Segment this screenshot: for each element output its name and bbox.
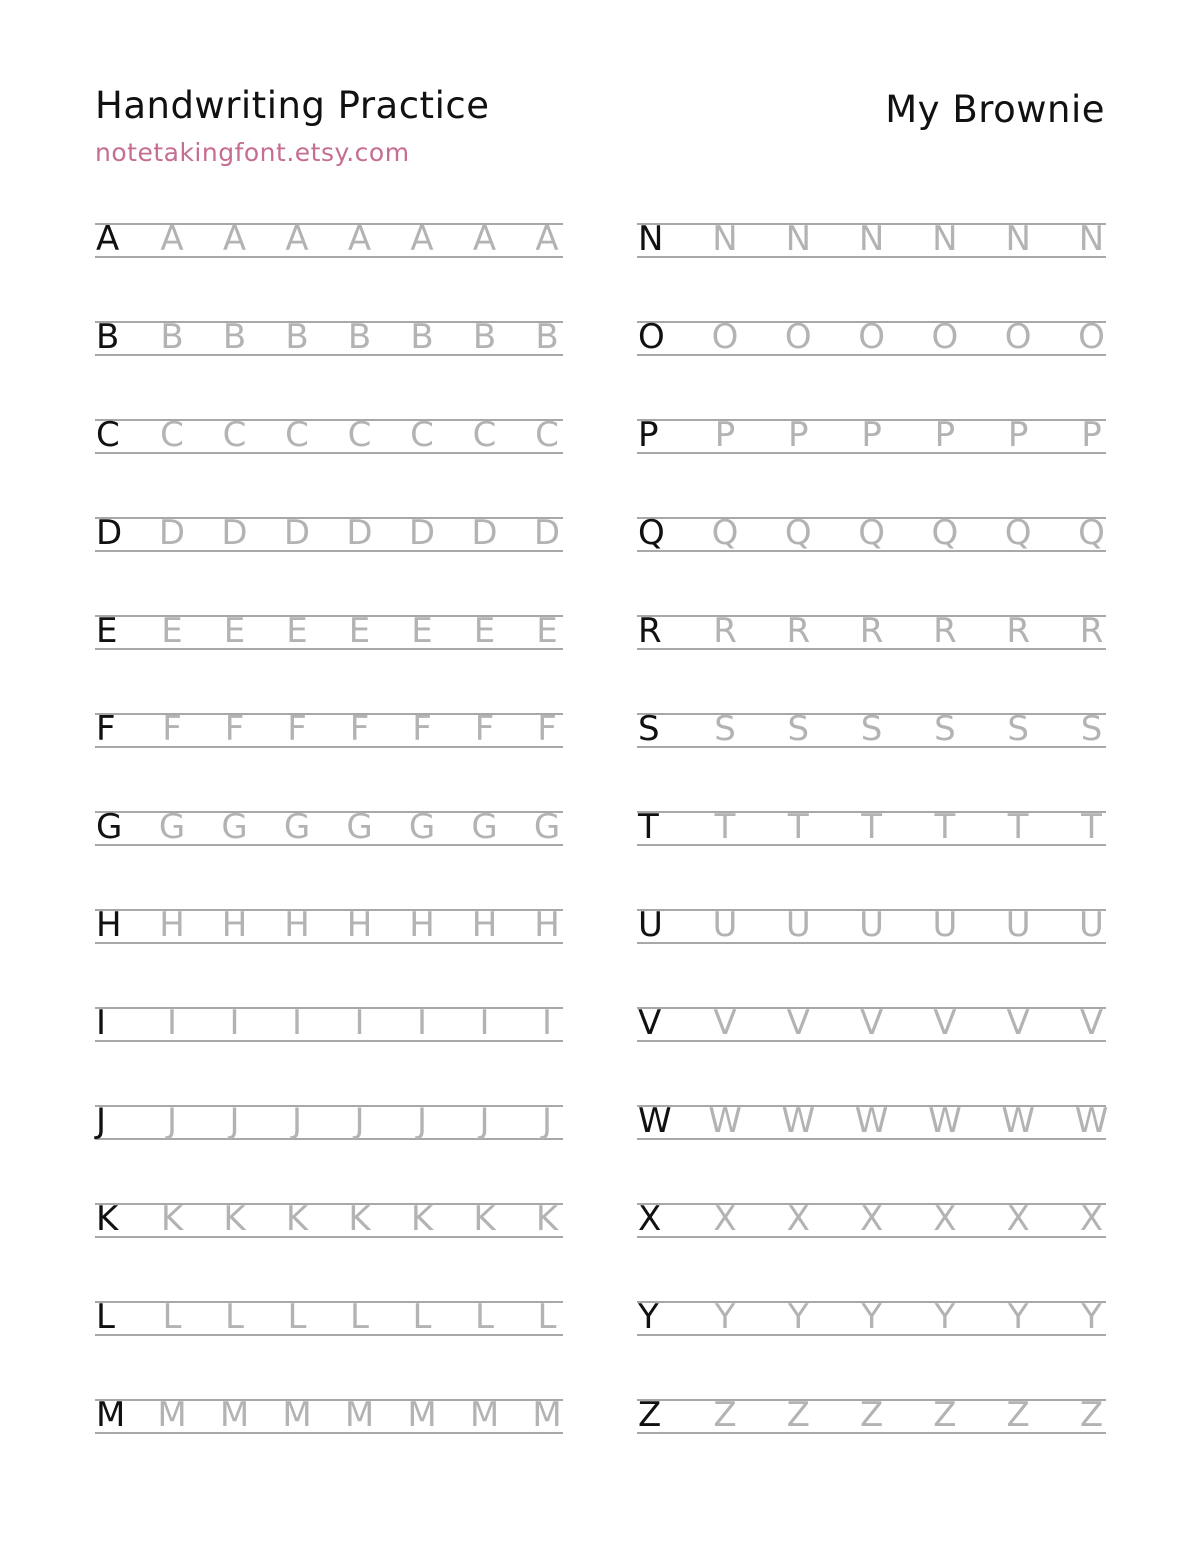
trace-letter: S <box>934 709 956 749</box>
trace-letter: V <box>713 1003 737 1043</box>
practice-row-h <box>95 905 563 949</box>
trace-letter: G <box>346 807 373 847</box>
trace-letter: Z <box>786 1395 810 1435</box>
trace-letter: F <box>162 709 182 749</box>
trace-letter: B <box>222 317 247 357</box>
practice-row-e <box>95 611 563 655</box>
trace-letter: N <box>932 219 958 259</box>
trace-letter: N <box>1005 219 1031 259</box>
model-letter: A <box>96 219 120 259</box>
trace-letter: W <box>1001 1101 1035 1141</box>
trace-letter: M <box>532 1395 562 1435</box>
trace-letter: V <box>1079 1003 1104 1043</box>
trace-letter: O <box>1078 317 1105 357</box>
trace-letter: C <box>222 415 247 455</box>
practice-row-r <box>637 611 1106 655</box>
model-letter: O <box>638 317 665 357</box>
trace-letter: Q <box>1004 513 1032 553</box>
trace-letter: I <box>479 1003 490 1043</box>
trace-letter: E <box>286 611 308 651</box>
trace-letter: J <box>479 1101 490 1141</box>
page-title: Handwriting Practice <box>95 84 490 127</box>
trace-letter: S <box>1007 709 1029 749</box>
website-link[interactable]: notetakingfont.etsy.com <box>95 138 410 167</box>
trace-letter: S <box>714 709 736 749</box>
trace-letter: Z <box>859 1395 884 1435</box>
trace-letter: A <box>222 219 247 259</box>
trace-letter: I <box>229 1003 240 1043</box>
trace-letter: C <box>535 415 559 455</box>
trace-letter: U <box>1005 905 1031 945</box>
model-letter: C <box>96 415 120 455</box>
practice-row-z <box>637 1395 1106 1439</box>
trace-letter: O <box>931 317 959 357</box>
trace-letter: H <box>534 905 560 945</box>
trace-letter: T <box>934 807 956 847</box>
trace-letter: A <box>535 219 559 259</box>
trace-letter: D <box>158 513 186 553</box>
trace-letter: U <box>712 905 738 945</box>
trace-letter: F <box>287 709 307 749</box>
trace-letter: V <box>1006 1003 1030 1043</box>
practice-row-p <box>637 415 1106 459</box>
practice-row-a <box>95 219 563 263</box>
trace-letter: N <box>1078 219 1105 259</box>
trace-letter: J <box>416 1101 428 1141</box>
practice-row-m <box>95 1395 563 1439</box>
trace-letter: T <box>787 807 809 847</box>
trace-letter: X <box>786 1199 810 1239</box>
trace-letter: J <box>229 1101 240 1141</box>
trace-letter: D <box>221 513 248 553</box>
model-letter: B <box>96 317 120 357</box>
trace-letter: A <box>410 219 434 259</box>
trace-letter: L <box>225 1297 244 1337</box>
trace-letter: D <box>471 513 498 553</box>
trace-letter: G <box>471 807 498 847</box>
trace-letter: Y <box>934 1297 956 1337</box>
trace-letter: Z <box>1079 1395 1104 1435</box>
trace-letter: V <box>859 1003 884 1043</box>
trace-letter: I <box>166 1003 178 1043</box>
practice-row-k <box>95 1199 563 1243</box>
trace-letter: G <box>533 807 561 847</box>
trace-letter: V <box>786 1003 810 1043</box>
trace-letter: K <box>410 1199 434 1239</box>
trace-letter: E <box>348 611 371 651</box>
trace-letter: G <box>158 807 186 847</box>
trace-letter: H <box>409 905 435 945</box>
trace-letter: K <box>348 1199 371 1239</box>
trace-letter: D <box>283 513 311 553</box>
trace-letter: P <box>714 415 736 455</box>
trace-letter: Q <box>711 513 739 553</box>
practice-row-f <box>95 709 563 753</box>
trace-letter: X <box>713 1199 737 1239</box>
trace-letter: G <box>221 807 248 847</box>
model-letter: E <box>96 611 118 651</box>
model-letter: M <box>96 1395 126 1435</box>
practice-row-v <box>637 1003 1106 1047</box>
trace-letter: I <box>416 1003 428 1043</box>
trace-letter: I <box>541 1003 553 1043</box>
trace-letter: H <box>221 905 248 945</box>
trace-letter: C <box>410 415 434 455</box>
trace-letter: M <box>407 1395 437 1435</box>
trace-letter: K <box>473 1199 496 1239</box>
trace-letter: A <box>285 219 309 259</box>
trace-letter: F <box>412 709 432 749</box>
trace-letter: J <box>541 1101 553 1141</box>
trace-letter: J <box>354 1101 365 1141</box>
model-letter: H <box>96 905 122 945</box>
practice-row-b <box>95 317 563 361</box>
trace-letter: U <box>859 905 885 945</box>
trace-letter: W <box>781 1101 816 1141</box>
trace-letter: B <box>285 317 309 357</box>
trace-letter: C <box>472 415 497 455</box>
trace-letter: E <box>223 611 246 651</box>
trace-letter: F <box>474 709 495 749</box>
trace-letter: O <box>711 317 739 357</box>
trace-letter: B <box>535 317 559 357</box>
trace-letter: U <box>785 905 811 945</box>
trace-letter: R <box>713 611 737 651</box>
trace-letter: W <box>1074 1101 1109 1141</box>
trace-letter: M <box>219 1395 250 1435</box>
trace-letter: C <box>160 415 184 455</box>
practice-row-u <box>637 905 1106 949</box>
model-letter: G <box>96 807 123 847</box>
trace-letter: Y <box>861 1297 882 1337</box>
practice-row-c <box>95 415 563 459</box>
trace-letter: K <box>535 1199 559 1239</box>
practice-row-d <box>95 513 563 557</box>
trace-letter: C <box>347 415 372 455</box>
trace-letter: G <box>283 807 311 847</box>
trace-letter: L <box>287 1297 307 1337</box>
trace-letter: E <box>473 611 496 651</box>
trace-letter: U <box>932 905 958 945</box>
trace-letter: T <box>1081 807 1102 847</box>
model-letter: L <box>96 1297 115 1337</box>
trace-letter: O <box>1004 317 1032 357</box>
trace-letter: M <box>282 1395 312 1435</box>
model-letter: P <box>638 415 659 455</box>
trace-letter: M <box>344 1395 375 1435</box>
practice-row-g <box>95 807 563 851</box>
trace-letter: A <box>160 219 184 259</box>
trace-letter: E <box>161 611 183 651</box>
trace-letter: H <box>471 905 498 945</box>
trace-letter: O <box>784 317 812 357</box>
trace-letter: L <box>475 1297 494 1337</box>
model-letter: R <box>638 611 662 651</box>
font-name: My Brownie <box>885 88 1105 131</box>
model-letter: W <box>638 1101 672 1141</box>
trace-letter: D <box>408 513 436 553</box>
trace-letter: L <box>162 1297 182 1337</box>
trace-letter: K <box>160 1199 184 1239</box>
trace-letter: T <box>861 807 882 847</box>
model-letter: U <box>638 905 663 945</box>
practice-row-o <box>637 317 1106 361</box>
trace-letter: Y <box>714 1297 736 1337</box>
model-letter: Q <box>638 513 665 553</box>
trace-letter: I <box>354 1003 365 1043</box>
model-letter: K <box>96 1199 119 1239</box>
trace-letter: X <box>933 1199 957 1239</box>
trace-letter: W <box>928 1101 962 1141</box>
trace-letter: Z <box>933 1395 957 1435</box>
trace-letter: X <box>1006 1199 1030 1239</box>
trace-letter: M <box>157 1395 187 1435</box>
trace-letter: N <box>858 219 885 259</box>
trace-letter: H <box>346 905 373 945</box>
trace-letter: P <box>1007 415 1029 455</box>
practice-row-s <box>637 709 1106 753</box>
trace-letter: S <box>1080 709 1103 749</box>
model-letter: T <box>638 807 659 847</box>
trace-letter: S <box>787 709 810 749</box>
trace-letter: P <box>934 415 956 455</box>
trace-letter: E <box>536 611 558 651</box>
trace-letter: D <box>533 513 561 553</box>
trace-letter: H <box>284 905 310 945</box>
model-letter: V <box>638 1003 662 1043</box>
trace-letter: F <box>537 709 557 749</box>
trace-letter: W <box>708 1101 742 1141</box>
trace-letter: J <box>291 1101 303 1141</box>
trace-letter: B <box>472 317 497 357</box>
practice-row-j <box>95 1101 563 1145</box>
model-letter: N <box>638 219 664 259</box>
model-letter: I <box>96 1003 107 1043</box>
trace-letter: J <box>166 1101 178 1141</box>
trace-letter: K <box>285 1199 309 1239</box>
trace-letter: F <box>224 709 245 749</box>
trace-letter: Z <box>1006 1395 1030 1435</box>
trace-letter: P <box>788 415 809 455</box>
trace-letter: K <box>223 1199 246 1239</box>
practice-row-l <box>95 1297 563 1341</box>
model-letter: F <box>96 709 116 749</box>
trace-letter: N <box>712 219 738 259</box>
trace-letter: R <box>786 611 811 651</box>
trace-letter: Q <box>931 513 959 553</box>
model-letter: J <box>96 1101 107 1141</box>
practice-row-i <box>95 1003 563 1047</box>
trace-letter: Y <box>1007 1297 1029 1337</box>
trace-letter: Y <box>787 1297 809 1337</box>
trace-letter: L <box>537 1297 557 1337</box>
trace-letter: Q <box>784 513 812 553</box>
trace-letter: Q <box>858 513 885 553</box>
trace-letter: X <box>1079 1199 1104 1239</box>
trace-letter: P <box>1081 415 1102 455</box>
practice-row-t <box>637 807 1106 851</box>
trace-letter: P <box>861 415 882 455</box>
trace-letter: V <box>933 1003 957 1043</box>
trace-letter: U <box>1079 905 1104 945</box>
trace-letter: B <box>347 317 372 357</box>
trace-letter: Z <box>713 1395 737 1435</box>
model-letter: X <box>638 1199 662 1239</box>
trace-letter: F <box>349 709 370 749</box>
practice-row-n <box>637 219 1106 263</box>
practice-row-q <box>637 513 1106 557</box>
trace-letter: E <box>411 611 433 651</box>
model-letter: Z <box>638 1395 662 1435</box>
practice-row-x <box>637 1199 1106 1243</box>
trace-letter: O <box>858 317 885 357</box>
trace-letter: T <box>714 807 736 847</box>
model-letter: S <box>638 709 660 749</box>
practice-row-y <box>637 1297 1106 1341</box>
trace-letter: L <box>412 1297 432 1337</box>
trace-letter: M <box>469 1395 500 1435</box>
trace-letter: I <box>291 1003 303 1043</box>
trace-letter: R <box>1079 611 1104 651</box>
trace-letter: B <box>410 317 434 357</box>
trace-letter: H <box>159 905 185 945</box>
practice-row-w <box>637 1101 1109 1145</box>
model-letter: Y <box>638 1297 659 1337</box>
trace-letter: R <box>859 611 884 651</box>
trace-letter: N <box>785 219 812 259</box>
trace-letter: G <box>408 807 436 847</box>
trace-letter: A <box>347 219 372 259</box>
trace-letter: R <box>1006 611 1030 651</box>
trace-letter: B <box>160 317 184 357</box>
trace-letter: Q <box>1078 513 1105 553</box>
trace-letter: A <box>472 219 497 259</box>
trace-letter: S <box>860 709 883 749</box>
trace-letter: D <box>346 513 373 553</box>
trace-letter: R <box>933 611 957 651</box>
trace-letter: Y <box>1081 1297 1102 1337</box>
trace-letter: T <box>1007 807 1029 847</box>
trace-letter: W <box>854 1101 889 1141</box>
trace-letter: L <box>350 1297 369 1337</box>
trace-letter: C <box>285 415 309 455</box>
trace-letter: X <box>859 1199 884 1239</box>
model-letter: D <box>96 513 123 553</box>
